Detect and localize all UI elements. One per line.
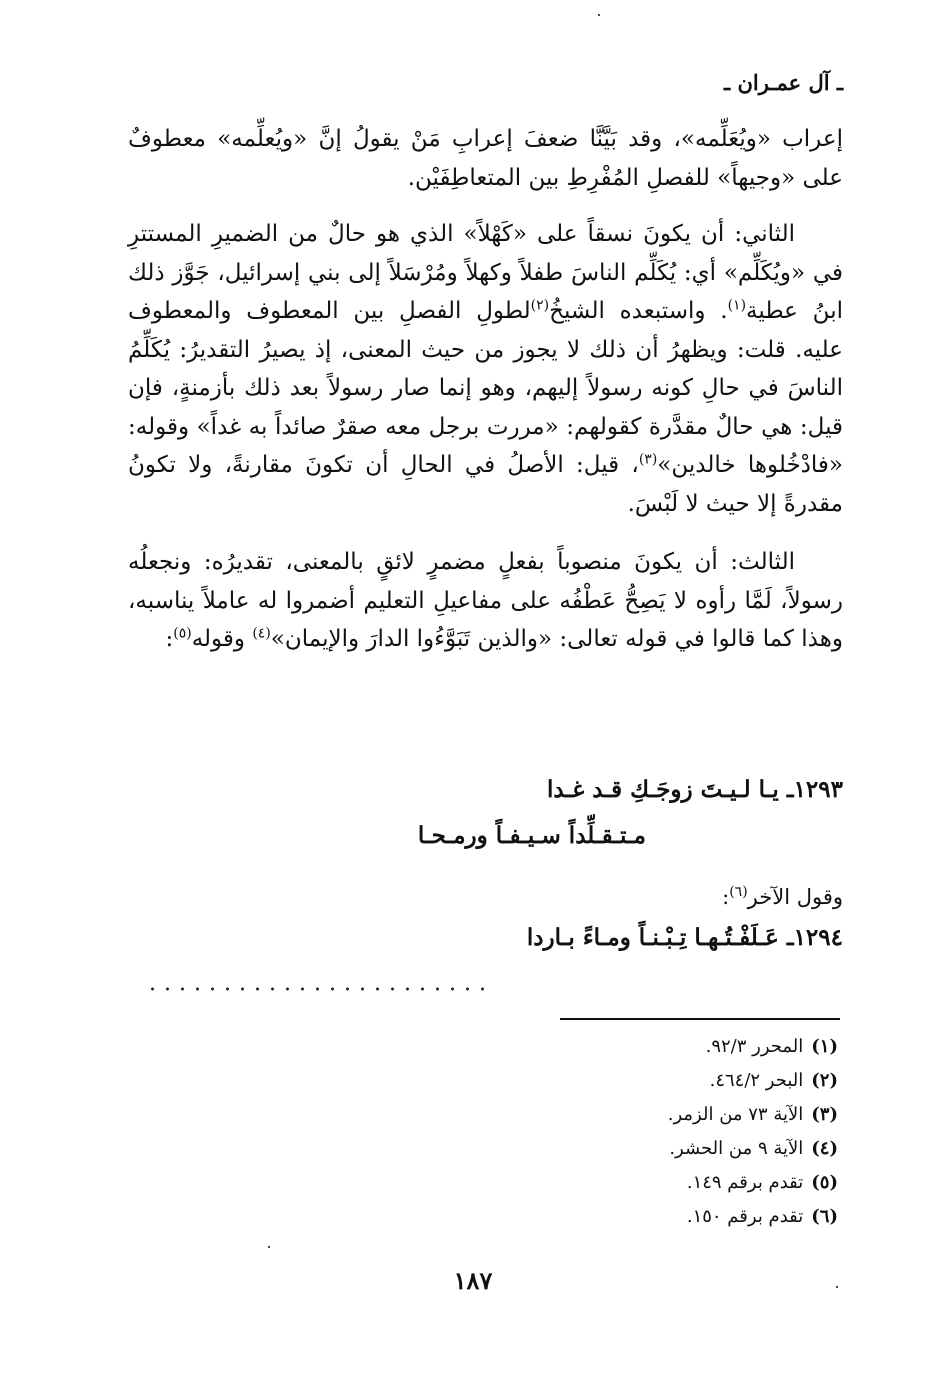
verse-1294-intro-colon: : <box>722 885 730 909</box>
footnote-number: (٣) <box>811 1104 838 1125</box>
verse-1294-line <box>527 924 843 951</box>
footnote-text: البحر ٤٦٤/٢. <box>709 1070 804 1091</box>
footnotes-list <box>538 1030 838 1234</box>
footnote-text: الآية ٧٣ من الزمر. <box>667 1104 804 1125</box>
verse-1294-intro-text: وقول الآخر <box>747 885 843 909</box>
scan-speck <box>268 1246 270 1248</box>
missing-hemistich-dots <box>145 986 490 992</box>
footnote-2 <box>538 1064 838 1098</box>
footnote-text: تقدم برقم ١٤٩. <box>686 1172 804 1193</box>
page-number: ١٨٧ <box>453 1266 493 1295</box>
footnote-number: (٢) <box>811 1070 838 1091</box>
footnote-ref-5: (٥) <box>173 625 192 642</box>
verse-1294-hemistich-1: عَـلَفْـتُـهـا تِـبْـنـاً ومـاءً بـاردا <box>526 924 779 951</box>
footnote-6 <box>538 1200 838 1234</box>
footnote-5 <box>538 1166 838 1200</box>
footnote-ref-4: (٤) <box>252 625 271 642</box>
footnote-text: الآية ٩ من الحشر. <box>669 1138 804 1159</box>
paragraph-3-text-b: وقوله <box>191 626 253 652</box>
footnote-number: (٥) <box>811 1172 838 1193</box>
paragraph-1: إعراب «ويُعَلِّمه»، وقد بَيَّنَّا ضعفَ إعرابِ مَنْ يقولُ إنَّ «ويُعلِّمه» معطوفٌ على «وجيهاً» للفصلِ المُفْرِطِ بين المتعاطِفَيْن. <box>128 126 843 191</box>
paragraph-2-text-b: . واستبعده الشيخُ <box>549 298 728 324</box>
paragraph-2-text-c: لطولِ الفصلِ بين المعطوف والمعطوف عليه. قلت: ويظهرُ أن ذلك لا يجوز من حيث المعنى، إذ يصيرُ التقديرُ: يُكَلِّمُ الناسَ في حالِ كونه رسولاً إليهم، وهو إنما صار رسولاً بعد ذلك بأزمنةٍ، فإن قيل: هي حالٌ مقدَّرة كقولهم: «مررت برجل معه صقرٌ صائداً به غداً» وقوله: «فادْخُلوها خالدين» <box>128 298 843 478</box>
verse-number-1294: ١٢٩٤ـ <box>786 924 843 951</box>
main-text <box>128 120 843 659</box>
footnote-ref-6: (٦) <box>729 884 748 900</box>
footnote-text: تقدم برقم ١٥٠. <box>686 1206 804 1227</box>
footnote-1 <box>538 1030 838 1064</box>
footnote-ref-3: (٣) <box>638 451 658 468</box>
paragraph-3-text-a: الثالث: أن يكونَ منصوباً بفعلٍ مضمرٍ لائقٍ بالمعنى، تقديرُه: ونجعلُه رسولاً، لَمَّا رأوه لا يَصِحُّ عَطْفُه على مفاعيلِ التعليم أضمروا له عاملاً يناسبه، وهذا كما قالوا في قوله تعالى: «والذين تَبَوَّءُوا الدارَ والإيمان» <box>128 549 843 652</box>
running-head: ـ آل عمـران ـ <box>724 70 843 95</box>
footnote-ref-1: (١) <box>727 297 747 314</box>
paragraph-2-text-a: الثاني: أن يكونَ نسقاً على «كَهْلاً» الذي هو حالٌ من الضميرِ المستترِ في «ويُكَلِّم» أي: يُكَلِّم الناسَ طفلاً وكهلاً ومُرْسَلاً إلى بني إسرائيل، جَوَّز ذلك ابنُ عطية <box>128 221 843 324</box>
verse-1293-second-line: مـتـقـلِّداً سـيـفـاً ورمـحـا <box>417 822 646 849</box>
footnote-3 <box>538 1098 838 1132</box>
paragraph-2 <box>128 215 843 523</box>
verse-number-1293: ١٢٩٣ـ <box>786 776 843 803</box>
footnote-text: المحرر ٩٢/٣. <box>705 1036 804 1057</box>
scan-speck <box>836 1286 838 1288</box>
footnote-number: (٤) <box>811 1138 838 1159</box>
footnote-4 <box>538 1132 838 1166</box>
verse-1293-first-line <box>547 776 843 803</box>
paragraph-3-text-c: : <box>165 626 174 652</box>
footnote-ref-2: (٢) <box>530 297 550 314</box>
footnote-separator <box>560 1018 840 1020</box>
paragraph-2-text-d: ، قيل: الأصلُ في الحالِ أن تكونَ مقارنةً، ولا تكونُ مقدرةً إلا حيث لا لَبْسَ. <box>128 452 843 517</box>
scan-speck <box>598 14 600 16</box>
verse-1293-hemistich-1: يـا لـيـتَ زوجَـكِ قـد غـدا <box>547 776 779 803</box>
paragraph-3 <box>128 543 843 659</box>
footnote-number: (١) <box>811 1036 838 1057</box>
verse-1294-intro <box>722 885 843 909</box>
footnote-number: (٦) <box>811 1206 838 1227</box>
